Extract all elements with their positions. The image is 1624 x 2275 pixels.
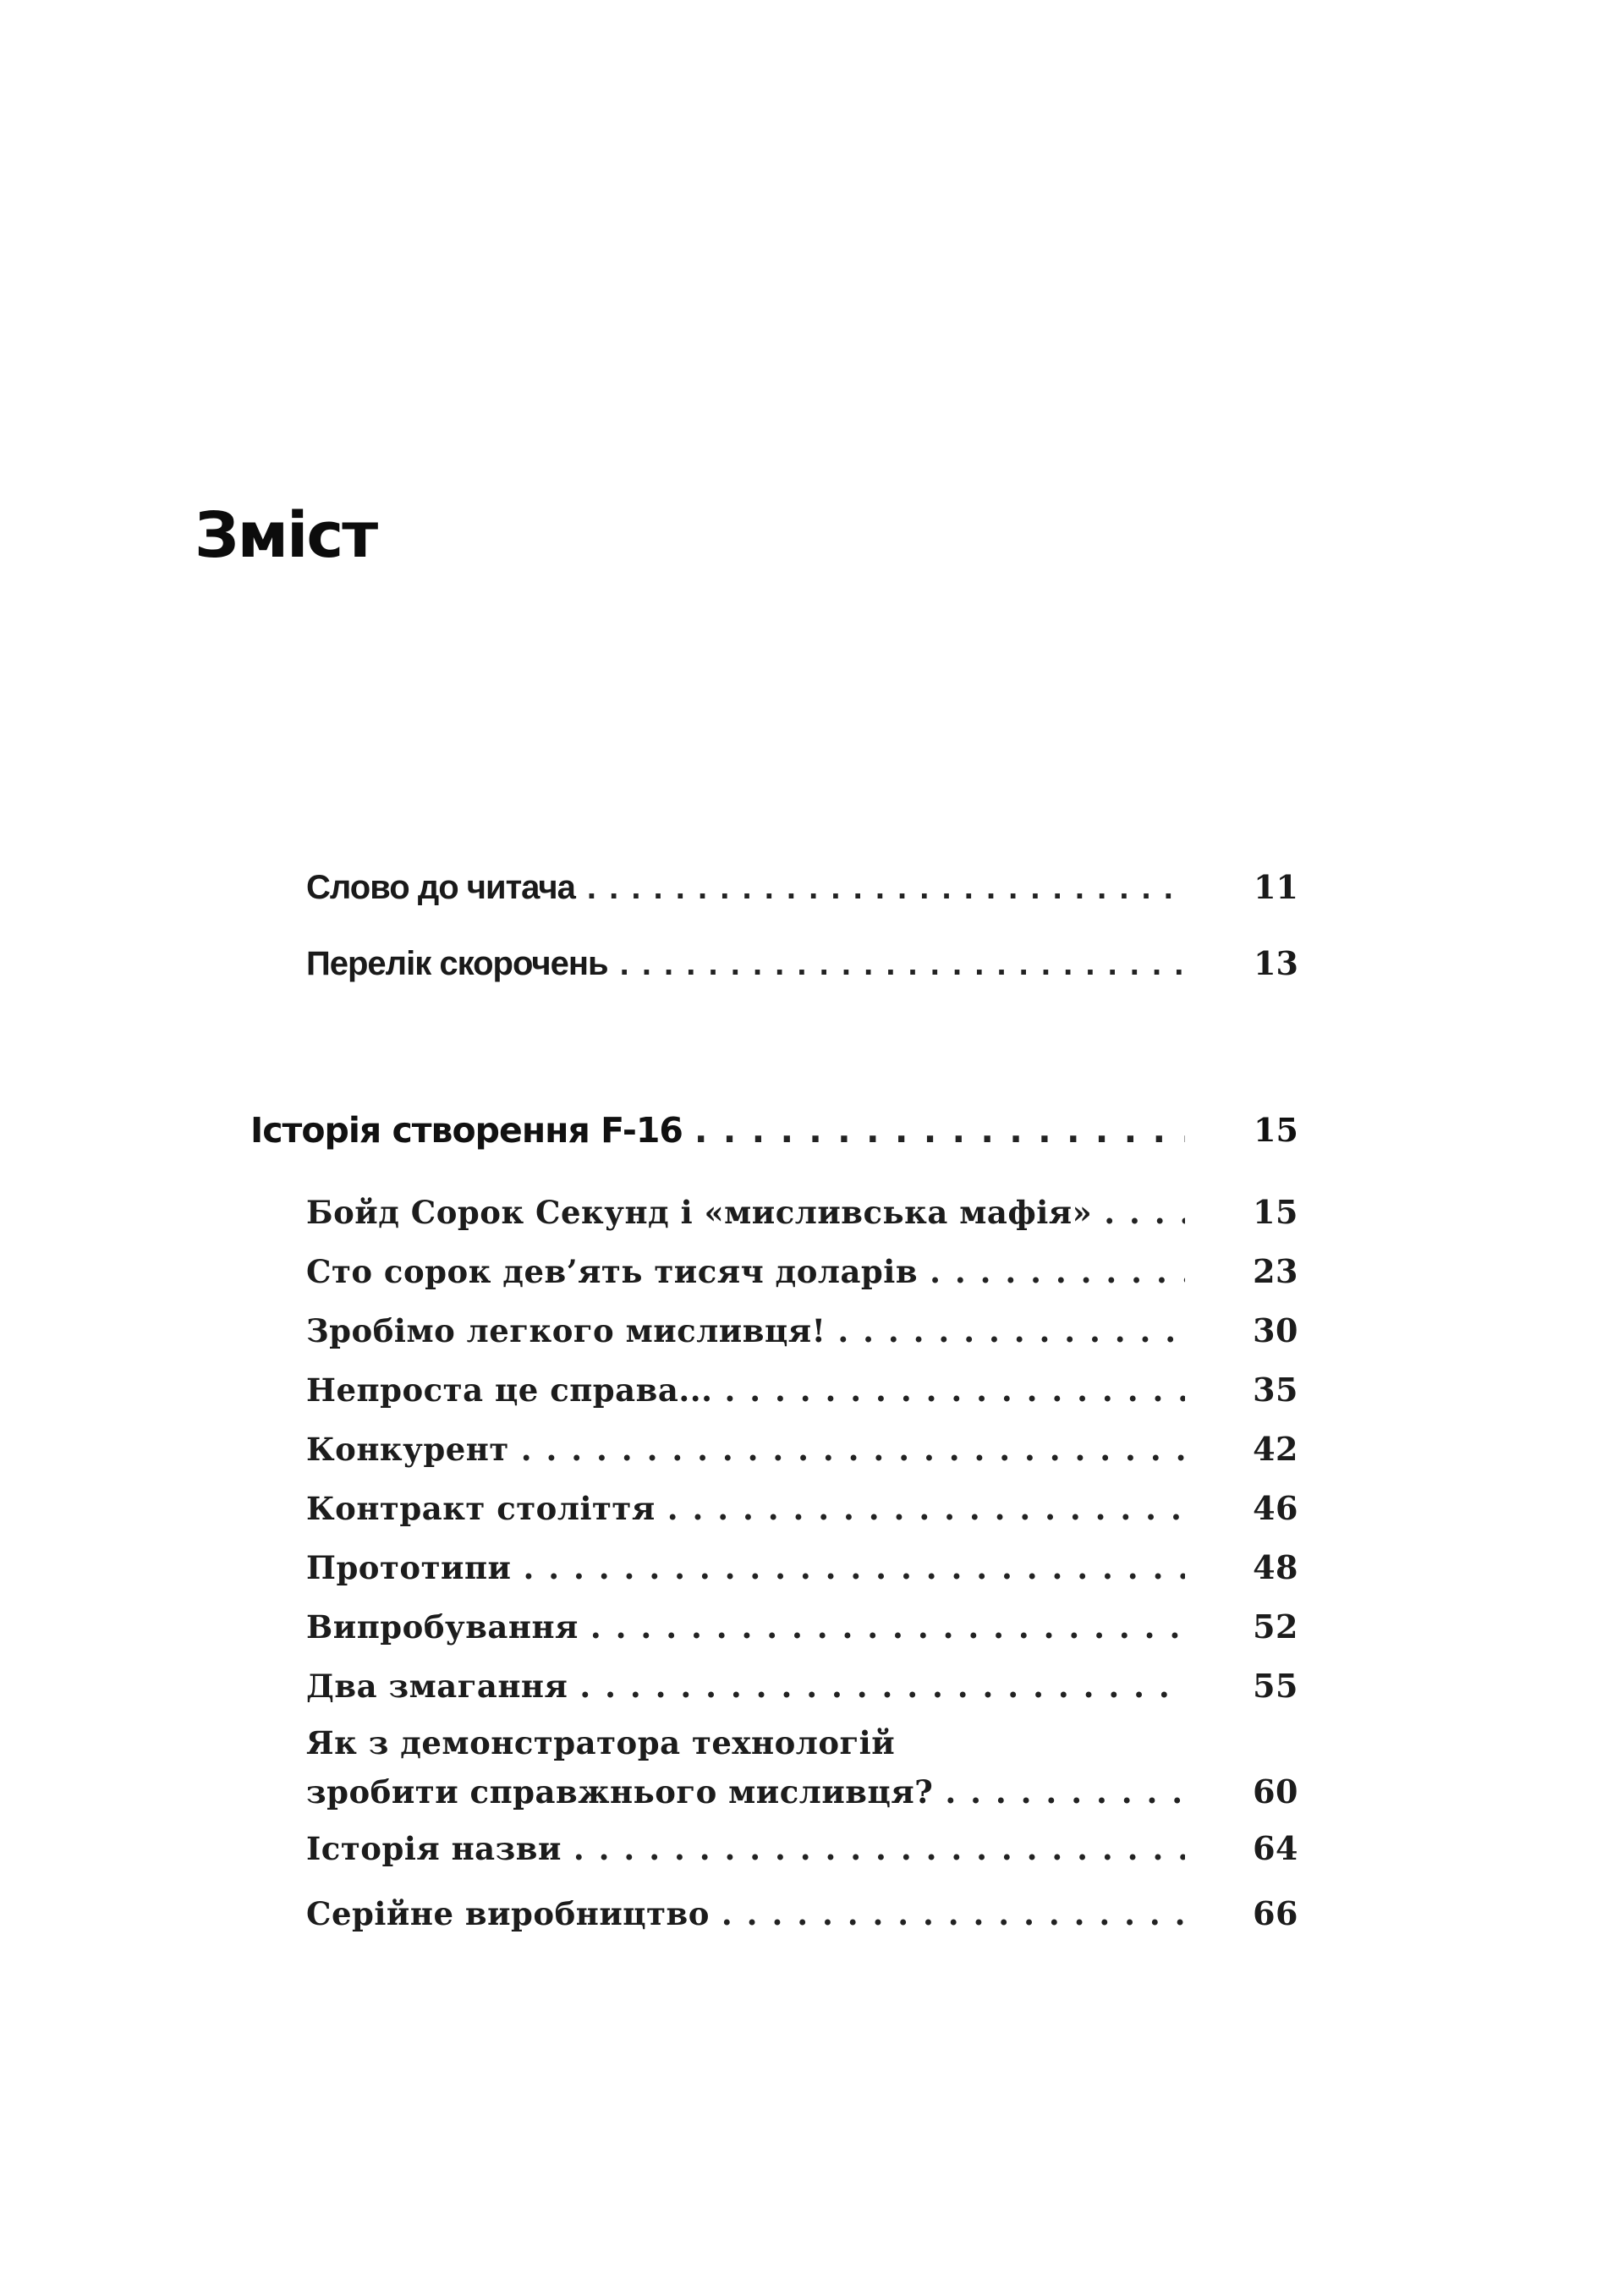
toc-entry-abbreviations[interactable]	[306, 943, 1298, 984]
toc-section-heading[interactable]	[250, 1110, 1298, 1151]
toc-entry-label: Слово до читача	[306, 869, 575, 906]
toc-entry-label: зробити справжнього мисливця?	[306, 1773, 934, 1811]
toc-entry-page: 46	[1253, 1489, 1298, 1527]
toc-entry-page: 23	[1253, 1252, 1298, 1290]
toc-entry[interactable]	[306, 1667, 1298, 1706]
dot-leader	[724, 1371, 1185, 1410]
toc-entry-page: 15	[1253, 1193, 1298, 1231]
toc-entry[interactable]	[306, 1430, 1298, 1469]
toc-entry-label: Перелік скорочень	[306, 945, 608, 982]
toc-section-page: 15	[1254, 1111, 1298, 1149]
toc-entry-line2[interactable]	[306, 1772, 1298, 1811]
dot-leader	[721, 1894, 1185, 1933]
toc-entry-page: 66	[1253, 1894, 1298, 1932]
toc-entry-label: Прототипи	[306, 1549, 512, 1586]
toc-entry-page: 64	[1253, 1829, 1298, 1867]
toc-entry-page: 48	[1253, 1548, 1298, 1586]
toc-entry[interactable]	[306, 1489, 1298, 1528]
toc-entry[interactable]	[306, 1548, 1298, 1587]
dot-leader	[1104, 1193, 1185, 1232]
dot-leader	[521, 1430, 1185, 1469]
page-title: Зміст	[195, 499, 377, 572]
toc-entry[interactable]	[306, 1311, 1298, 1350]
toc-entry-page: 52	[1253, 1607, 1298, 1646]
toc-entry-label: Два змагання	[306, 1668, 568, 1705]
dot-leader	[524, 1548, 1186, 1587]
toc-entry[interactable]	[306, 1607, 1298, 1646]
toc-entry-page: 30	[1253, 1311, 1298, 1349]
dot-leader	[694, 1110, 1185, 1151]
toc-entry-label: Контракт століття	[306, 1490, 656, 1527]
toc-entry[interactable]	[306, 1193, 1298, 1232]
toc-entry-label: Конкурент	[306, 1431, 509, 1468]
toc-entry-page: 42	[1253, 1430, 1298, 1468]
toc-entry-label: Серійне виробництво	[306, 1895, 710, 1932]
toc-entry[interactable]	[306, 1894, 1298, 1933]
dot-leader	[667, 1489, 1185, 1528]
toc-entry-label-line1: Як з демонстратора технологій	[306, 1724, 896, 1761]
dot-leader	[579, 1667, 1185, 1706]
toc-entry[interactable]	[306, 1252, 1298, 1291]
toc-section-label: Історія створення F-16	[250, 1110, 683, 1151]
toc-entry-label: Зробімо легкого мисливця!	[306, 1312, 826, 1349]
dot-leader	[620, 943, 1185, 984]
toc-entry-page: 11	[1254, 868, 1298, 906]
dot-leader	[930, 1252, 1185, 1291]
dot-leader	[837, 1311, 1185, 1350]
toc-entry-label: Історія назви	[306, 1830, 562, 1867]
toc-entry[interactable]	[306, 1371, 1298, 1410]
toc-entry-label: Сто сорок дев’ять тисяч доларів	[306, 1253, 919, 1290]
dot-leader	[587, 867, 1185, 908]
toc-entry-page: 35	[1253, 1371, 1298, 1409]
toc-entry-foreword[interactable]	[306, 867, 1298, 908]
toc-entry-label: Випробування	[306, 1608, 579, 1646]
dot-leader	[573, 1829, 1185, 1868]
toc-entry-page: 13	[1254, 944, 1298, 982]
toc-entry-page: 60	[1253, 1772, 1298, 1811]
dot-leader	[590, 1607, 1185, 1646]
toc-entry-label: Бойд Сорок Секунд і «мисливська мафія»	[306, 1194, 1093, 1231]
toc-entry-label: Непроста це справа...	[306, 1371, 713, 1409]
toc-entry-page: 55	[1253, 1667, 1298, 1705]
dot-leader	[945, 1772, 1185, 1811]
toc-entry[interactable]	[306, 1829, 1298, 1868]
